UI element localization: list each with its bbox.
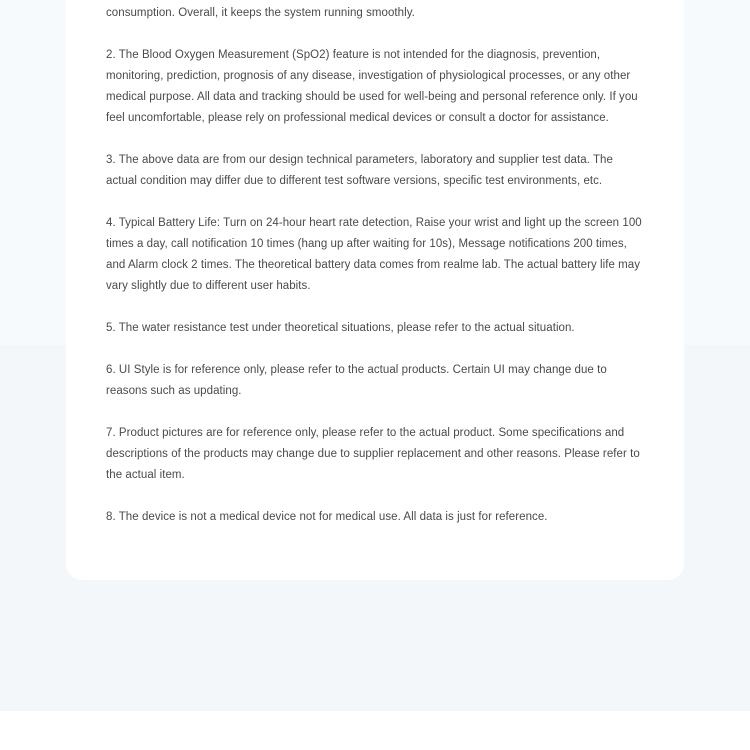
note-paragraph: 5. The water resistance test under theoretical situations, please refer to the actual situation. (106, 322, 575, 334)
note-paragraph: 6. UI Style is for reference only, please refer to the actual products. Certain UI may change due to reasons such as updating. (106, 364, 607, 397)
disclaimer-notes (106, 3, 644, 549)
note-paragraph: 3. The above data are from our design technical parameters, laboratory and supplier test data. The actual condition may differ due to different test software versions, specific test environments, etc. (106, 154, 613, 187)
note-paragraph: 7. Product pictures are for reference only, please refer to the actual product. Some specifications and descriptions of the products may change due to supplier replacement and other reasons. Please refer to the actual item. (106, 427, 640, 481)
note-paragraph: 4. Typical Battery Life: Turn on 24-hour heart rate detection, Raise your wrist and light up the screen 100 times a day, call notification 10 times (hang up after waiting for 10s), Message notifications 200 times, and Alarm clock 2 times. The theoretical battery data comes from realme lab. The actual battery life may vary slightly due to different user habits. (106, 217, 642, 292)
note-paragraph: 8. The device is not a medical device not for medical use. All data is just for reference. (106, 511, 548, 523)
note-paragraph: consumption. Overall, it keeps the system running smoothly. (106, 7, 415, 19)
note-paragraph: 2. The Blood Oxygen Measurement (SpO2) feature is not intended for the diagnosis, prevention, monitoring, prediction, prognosis of any disease, investigation of physiological processes, or any other medical purpose. All data and tracking should be used for well-being and personal reference only. If you feel uncomfortable, please rely on professional medical devices or consult a doctor for assistance. (106, 49, 638, 124)
